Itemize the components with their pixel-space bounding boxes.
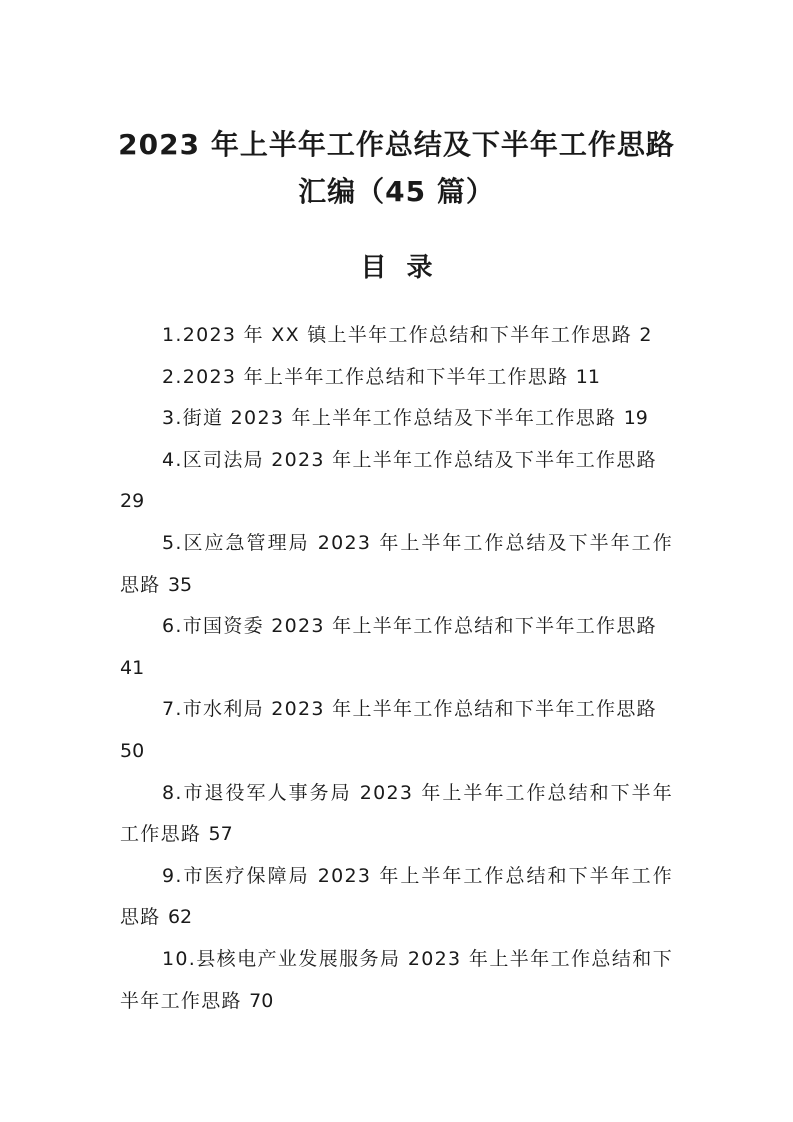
toc-entry-title: 3.街道 2023 年上半年工作总结及下半年工作思路 [162, 407, 617, 430]
toc-entry[interactable] [120, 357, 673, 399]
toc-entry-page: 19 [623, 407, 648, 430]
toc-entry-page: 57 [208, 823, 233, 846]
toc-entry[interactable] [120, 689, 673, 772]
toc-entry-title: 9.市医疗保障局 2023 年上半年工作总结和下半年工作思路 [120, 864, 673, 929]
toc-entry-page: 50 [120, 739, 145, 762]
toc-entry[interactable] [120, 606, 673, 689]
toc-entry[interactable] [120, 398, 673, 440]
toc-heading [0, 248, 793, 288]
toc-entry-page: 35 [167, 573, 193, 596]
toc-entry-page: 62 [167, 906, 193, 929]
toc-entry-page: 29 [120, 490, 145, 513]
document-title-line-1: 2023 年上半年工作总结及下半年工作思路 [118, 128, 675, 161]
toc-heading-char-1: 目 [360, 253, 387, 283]
toc-entry[interactable] [120, 773, 673, 856]
toc-entry[interactable] [120, 856, 673, 939]
toc-entry-title: 2.2023 年上半年工作总结和下半年工作思路 [162, 365, 569, 388]
toc-entry[interactable] [120, 939, 673, 1022]
toc-list [120, 315, 673, 1022]
toc-entry-title: 5.区应急管理局 2023 年上半年工作总结及下半年工作思路 [120, 531, 673, 596]
toc-entry-page: 41 [120, 656, 145, 679]
toc-heading-char-2: 录 [406, 253, 433, 283]
toc-entry-title: 6.市国资委 2023 年上半年工作总结和下半年工作思路 [162, 615, 657, 638]
toc-entry-page: 2 [639, 324, 652, 346]
toc-entry-title: 1.2023 年 XX 镇上半年工作总结和下半年工作思路 [162, 324, 633, 346]
toc-entry-title: 4.区司法局 2023 年上半年工作总结及下半年工作思路 [162, 448, 657, 471]
toc-entry[interactable] [120, 523, 673, 606]
toc-entry[interactable] [120, 315, 673, 357]
toc-entry-page: 11 [575, 365, 600, 388]
document-title-line-2: 汇编（45 篇） [298, 175, 495, 208]
toc-entry-page: 70 [249, 989, 274, 1012]
toc-entry[interactable] [120, 440, 673, 523]
toc-entry-title: 8.市退役军人事务局 2023 年上半年工作总结和下半年工作思路 [120, 781, 673, 846]
toc-entry-title: 10.县核电产业发展服务局 2023 年上半年工作总结和下半年工作思路 [120, 947, 673, 1012]
toc-entry-title: 7.市水利局 2023 年上半年工作总结和下半年工作思路 [162, 698, 657, 721]
